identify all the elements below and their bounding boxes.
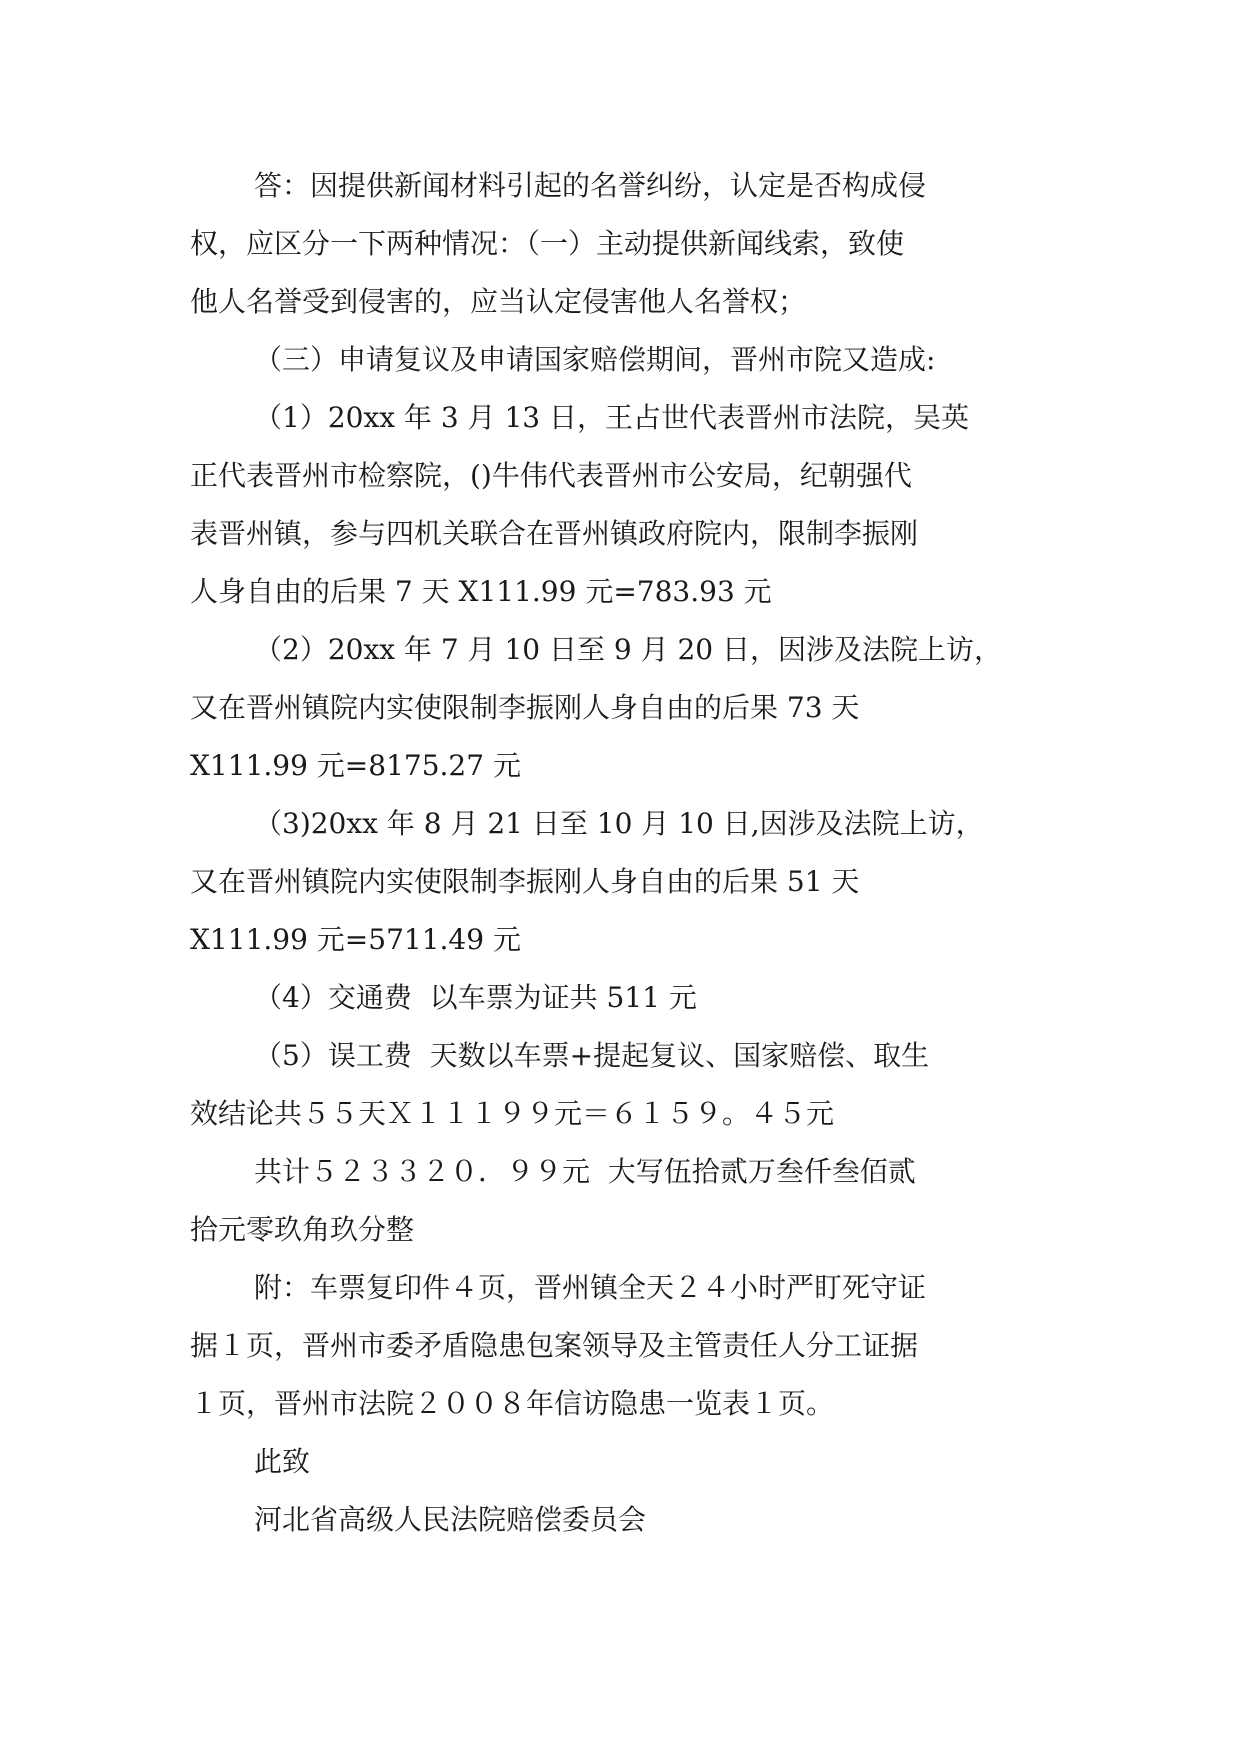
- item-1-line-4: 人身自由的后果 7 天 X111.99 元=783.93 元: [190, 575, 772, 608]
- item-2-line-2: 又在晋州镇院内实使限制李振刚人身自由的后果 73 天: [190, 691, 860, 724]
- item-1-line-1: （1）20xx 年 3 月 13 日，王占世代表晋州市法院，吴英: [254, 401, 969, 434]
- item-2-line-1: （2）20xx 年 7 月 10 日至 9 月 20 日，因涉及法院上访，: [254, 633, 1003, 666]
- item-4-line-1: （4）交通费 以车票为证共 511 元: [254, 981, 697, 1014]
- item-1-line-3: 表晋州镇，参与四机关联合在晋州镇政府院内，限制李振刚: [190, 517, 919, 550]
- paragraph-answer-line-2: 权，应区分一下两种情况：（一）主动提供新闻线索，致使: [190, 227, 905, 260]
- item-3-line-3: X111.99 元=5711.49 元: [190, 923, 521, 956]
- recipient-line: 河北省高级人民法院赔偿委员会: [254, 1503, 647, 1536]
- item-2-line-3: X111.99 元=8175.27 元: [190, 749, 521, 782]
- closing-salutation: 此致: [254, 1445, 311, 1478]
- attachment-line-2: 据１页，晋州市委矛盾隐患包案领导及主管责任人分工证据: [190, 1329, 919, 1362]
- section-three-heading: （三）申请复议及申请国家赔偿期间，晋州市院又造成:: [254, 343, 936, 376]
- attachment-line-3: １页，晋州市法院２００８年信访隐患一览表１页。: [190, 1387, 835, 1420]
- item-5-line-1: （5）误工费 天数以车票+提起复议、国家赔偿、取生: [254, 1039, 930, 1072]
- paragraph-answer-line-1: 答：因提供新闻材料引起的名誉纠纷，认定是否构成侵: [254, 169, 927, 202]
- item-3-line-2: 又在晋州镇院内实使限制李振刚人身自由的后果 51 天: [190, 865, 860, 898]
- attachment-line-1: 附：车票复印件４页，晋州镇全天２４小时严盯死守证: [254, 1271, 927, 1304]
- total-line-2: 拾元零玖角玖分整: [190, 1213, 415, 1246]
- total-line-1: 共计５２３３２０．９９元 大写伍拾贰万叁仟叁佰贰: [254, 1155, 916, 1188]
- item-1-line-2: 正代表晋州市检察院，()牛伟代表晋州市公安局，纪朝强代: [190, 459, 912, 492]
- paragraph-answer-line-3: 他人名誉受到侵害的，应当认定侵害他人名誉权；: [190, 285, 807, 318]
- item-3-line-1: （3)20xx 年 8 月 21 日至 10 月 10 日,因涉及法院上访，: [254, 807, 984, 840]
- item-5-line-2: 效结论共５５天Ｘ１１１９９元＝６１５９。４５元: [190, 1097, 835, 1130]
